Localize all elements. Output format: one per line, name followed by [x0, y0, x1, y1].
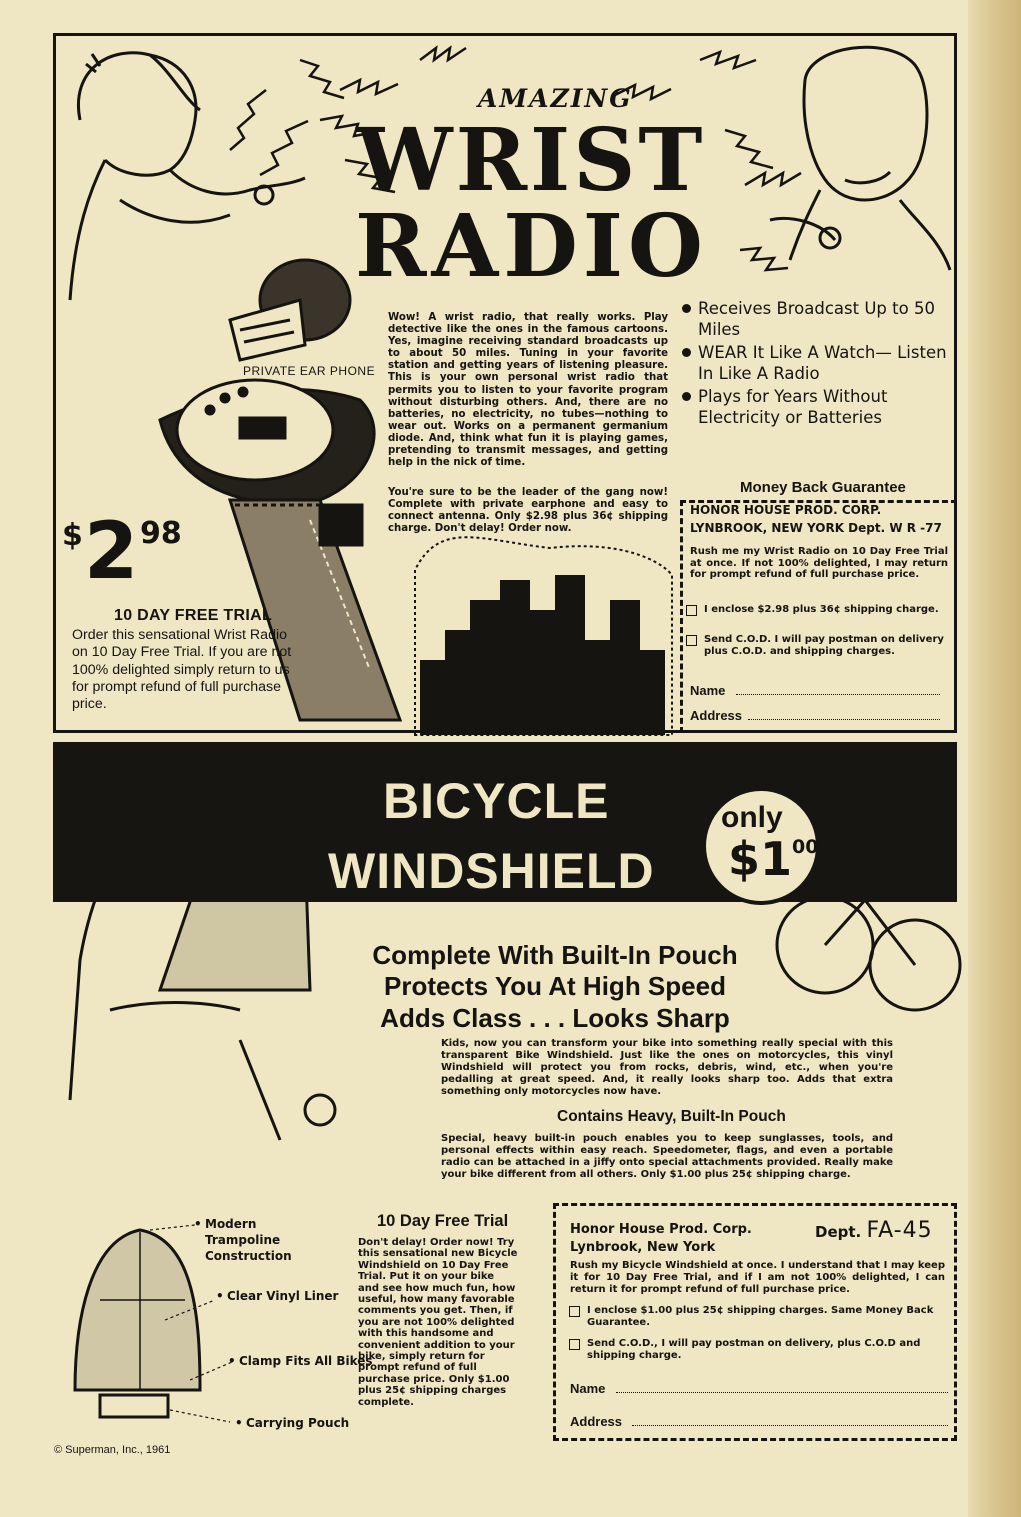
coupon-option-cod[interactable]: [587, 1338, 947, 1362]
windshield-title-line2: WINDSHIELD: [328, 843, 655, 899]
callout-trampoline: • Modern Trampoline Construction: [205, 1216, 335, 1264]
coupon-city: Lynbrook, New York: [570, 1240, 716, 1255]
feature-item: WEAR It Like A Watch— Listen In Like A Radio: [680, 342, 950, 384]
price-badge-cents: 00: [792, 836, 819, 858]
wrist-radio-body-text-2: You're sure to be the leader of the gang now! Complete with private earphone and easy to connect antenna. Only $2.98 plus 36¢ shipping charge. Don't delay! Order now.: [388, 487, 668, 535]
earphone-label: PRIVATE EAR PHONE: [243, 364, 376, 378]
coupon-company: HONOR HOUSE PROD. CORP.: [690, 503, 882, 517]
windshield-headline-2: Protects You At High Speed: [384, 971, 726, 1001]
wrist-radio-feature-list: [680, 298, 950, 430]
price-badge-dollars: $1: [728, 832, 793, 886]
windshield-trial-text: Don't delay! Order now! Try this sensational new Bicycle Windshield on 10 Day Free Trial. Put it on your bike and see how much fun, how useful, how many favorable comments you get. Then, if you are not 100% delighted with this handsome and convenient addition to your bike, simply return for prompt refund of full purchase price. Only $1.00 plus 25¢ shipping charges complete.: [358, 1237, 518, 1408]
coupon-option-prepay[interactable]: [704, 604, 944, 616]
field-label: Name: [570, 1381, 606, 1396]
windshield-headline-1: Complete With Built-In Pouch: [372, 940, 738, 970]
field-label: Name: [690, 683, 726, 698]
field-label: Address: [570, 1414, 623, 1429]
callout-clamp: • Clamp Fits All Bikes: [239, 1353, 373, 1369]
coupon-body: Rush my Bicycle Windshield at once. I understand that I may keep it for 10 Day Free Trial, and if I am not 100% delighted, I can return it for prompt refund of full purchase price.: [570, 1260, 945, 1295]
checkbox-icon[interactable]: [569, 1339, 580, 1350]
coupon-option-cod[interactable]: [704, 634, 944, 657]
wrist-radio-trial-text: Order this sensational Wrist Radio on 10 Day Free Trial. If you are not 100% delighted simply return to us for prompt refund of full purchase price.: [72, 627, 292, 713]
field-label: Address: [690, 708, 743, 723]
price-dollar-sign: $: [62, 518, 83, 553]
wrist-radio-trial-title: 10 DAY FREE TRIAL: [114, 607, 273, 624]
windshield-body-text: Kids, now you can transform your bike into something really special with this transparent Bike Windshield. Just like the ones on motorcycles, this vinyl Windshield will protect you from rocks, debris, wind, etc., when you're pedalling at great speed. And, it really looks sharp too. Adds that extra something only motorcycles now have.: [441, 1038, 893, 1098]
coupon-option-label: Send C.O.D. I will pay postman on delivery plus C.O.D. and shipping charges.: [704, 634, 944, 657]
checkbox-icon[interactable]: [569, 1306, 580, 1317]
coupon-dept: [815, 1218, 933, 1243]
coupon-option-label: Send C.O.D., I will pay postman on delivery, plus C.O.D and shipping charge.: [587, 1338, 921, 1361]
price-whole: 2: [84, 507, 139, 597]
windshield-headline-3: Adds Class . . . Looks Sharp: [380, 1003, 730, 1033]
wrist-radio-body-text: Wow! A wrist radio, that really works. Play detective like the ones in the famous cartoons. Yes, imagine receiving standard broadcasts up to about 50 miles. Tuning in your favorite station and getting years of listening pleasure. This is your own personal wrist radio that permits you to listen to your favorite program without disturbing others. And, there are no batteries, no electricity, no tubes—nothing to wear out. Works on a permanent germanium diode. And, think what fun it is playing games, pretending to transmit messages, and getting help in the nick of time.: [388, 312, 668, 469]
coupon-city-dept: LYNBROOK, NEW YORK Dept. W R -77: [690, 521, 942, 535]
windshield-pouch-title: Contains Heavy, Built-In Pouch: [557, 1108, 786, 1125]
checkbox-icon[interactable]: [686, 635, 697, 646]
windshield-body-text-2: Special, heavy built-in pouch enables you to keep sunglasses, tools, and personal effects within easy reach. Speedometer, flags, and even a portable radio can be attached in a jiffy onto special attachments provided. Really make your bike different from all others. Only $1.00 plus 25¢ shipping charge.: [441, 1133, 893, 1181]
coupon-address-field[interactable]: [690, 708, 940, 723]
coupon-company: Honor House Prod. Corp.: [570, 1222, 752, 1237]
coupon-name-field[interactable]: [570, 1381, 948, 1396]
money-back-guarantee-title: Money Back Guarantee: [740, 479, 906, 496]
coupon-dept-label: Dept.: [815, 1223, 862, 1241]
price-cents: 98: [140, 516, 182, 551]
coupon-option-label: I enclose $2.98 plus 36¢ shipping charge.: [704, 604, 939, 615]
windshield-title-line1: BICYCLE: [383, 773, 610, 829]
callout-pouch: • Carrying Pouch: [246, 1415, 349, 1431]
coupon-dept-code: FA-45: [866, 1218, 933, 1243]
wrist-radio-title-line1: WRIST: [356, 110, 706, 211]
feature-item: Receives Broadcast Up to 50 Miles: [680, 298, 950, 340]
windshield-trial-title: 10 Day Free Trial: [377, 1212, 509, 1230]
coupon-option-label: I enclose $1.00 plus 25¢ shipping charges. Same Money Back Guarantee.: [587, 1305, 934, 1328]
copyright-notice: © Superman, Inc., 1961: [54, 1444, 171, 1456]
price-badge-word: only: [721, 801, 783, 834]
wrist-radio-kicker: AMAZING: [478, 84, 633, 113]
coupon-address-field[interactable]: [570, 1414, 948, 1429]
checkbox-icon[interactable]: [686, 605, 697, 616]
coupon-name-field[interactable]: [690, 683, 940, 698]
coupon-option-prepay[interactable]: [587, 1305, 947, 1329]
coupon-body: Rush me my Wrist Radio on 10 Day Free Trial at once. If not 100% delighted, I may return for prompt refund of full purchase price.: [690, 546, 948, 581]
price-badge-amount: [728, 832, 819, 886]
feature-item: Plays for Years Without Electricity or Batteries: [680, 386, 950, 428]
wrist-radio-title-line2: RADIO: [355, 196, 708, 297]
callout-vinyl-liner: • Clear Vinyl Liner: [227, 1288, 338, 1304]
